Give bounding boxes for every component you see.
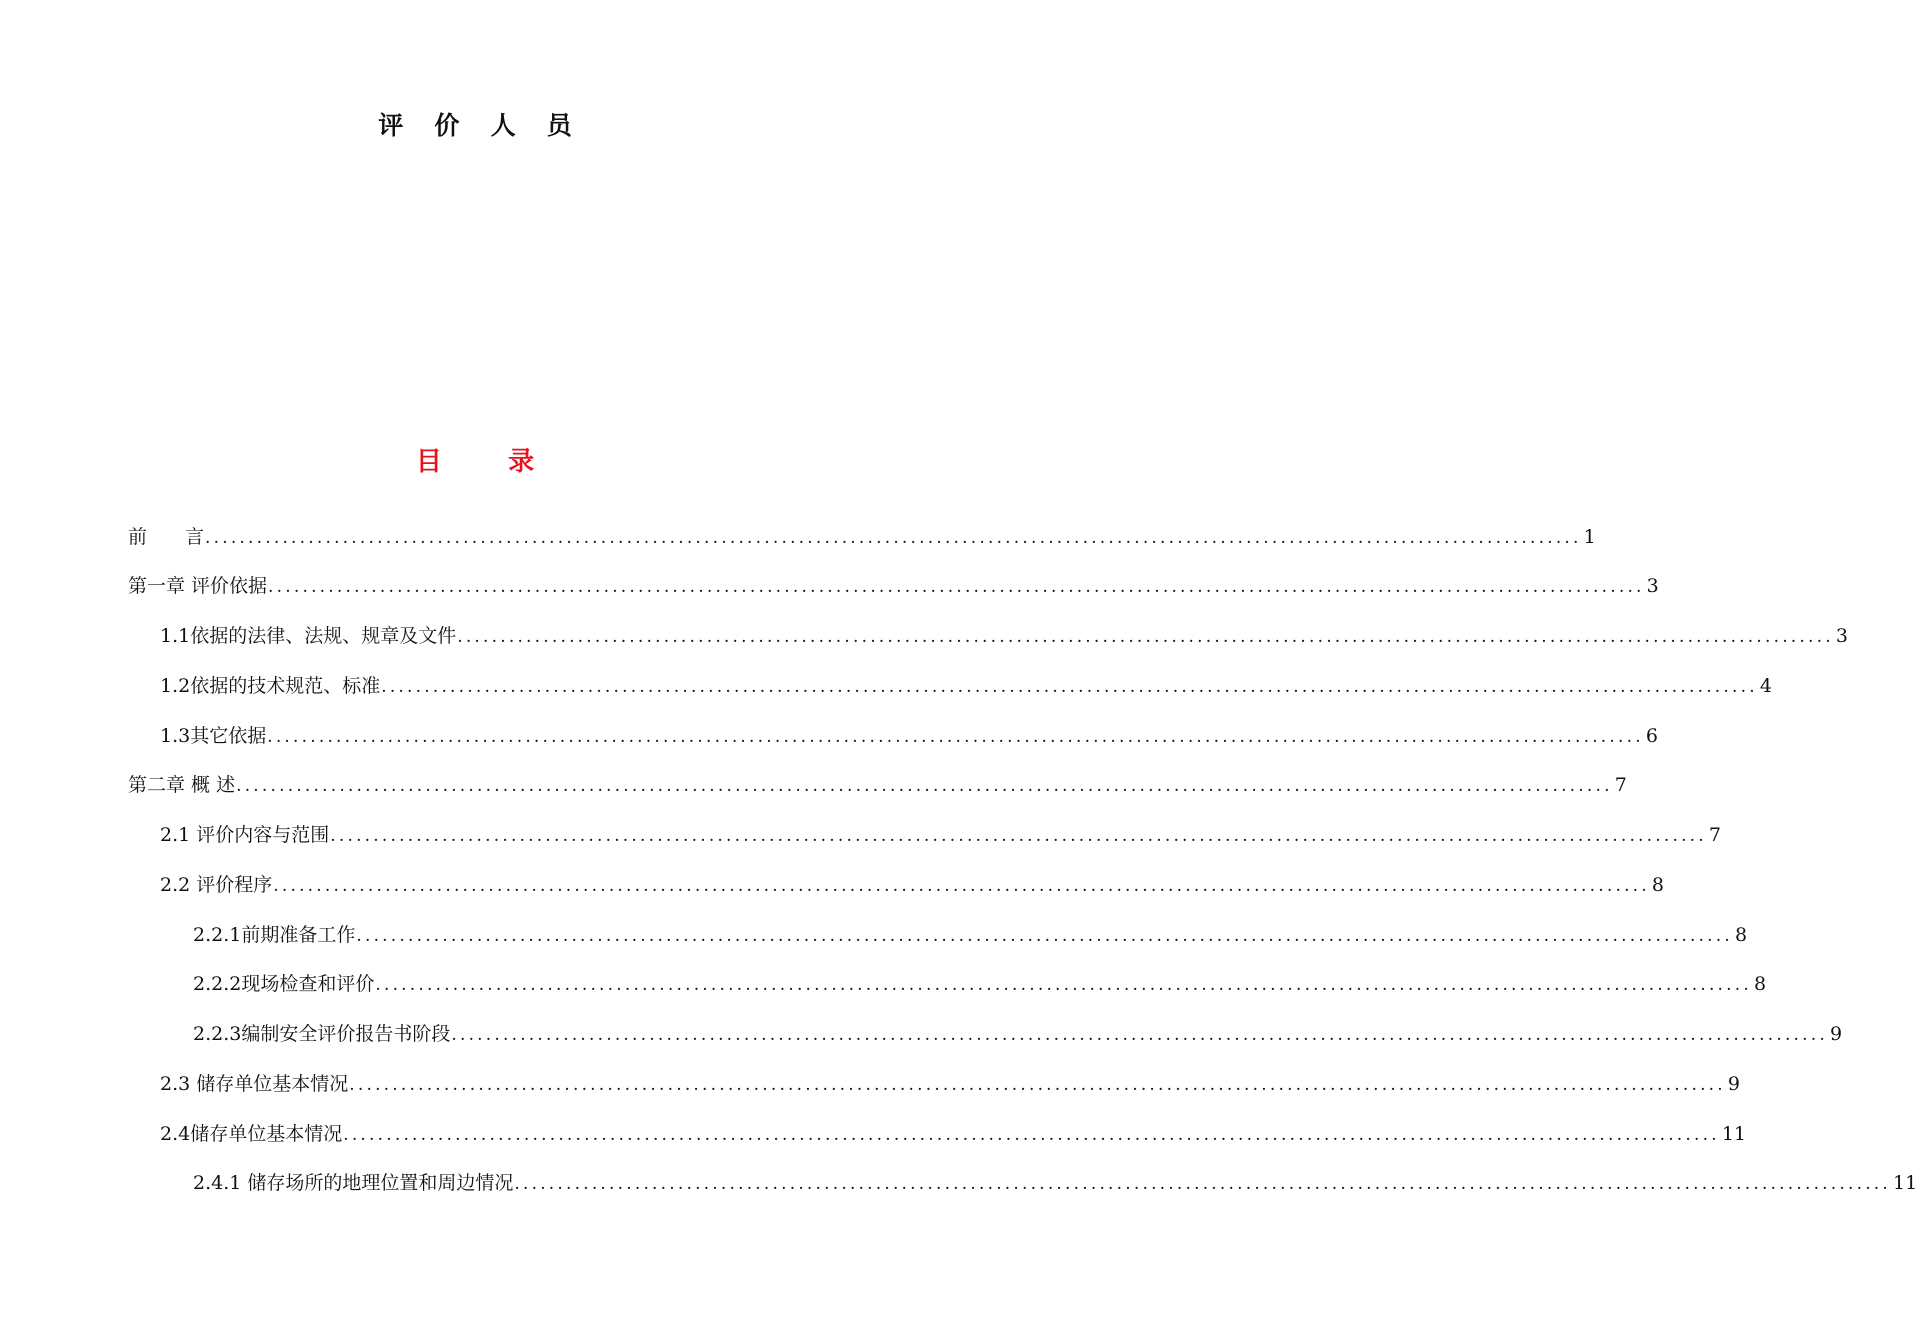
toc-entry-page: 1 [1583,526,1596,548]
toc-entry-label: 1.3其它依据 [160,725,267,747]
dot-leader: ................................................................................................................................................................ [236,776,1613,796]
dot-leader: ................................................................................................................................................................ [330,826,1707,846]
dot-leader: ................................................................................................................................................................ [375,975,1752,995]
toc-entry-label: 第二章 概 述 [128,774,236,796]
toc-entry-page: 9 [1829,1023,1843,1045]
toc-entry-label: 前 言 [128,526,205,548]
toc-entry-page: 7 [1614,774,1627,796]
toc-entry-page: 8 [1651,874,1664,896]
toc-entry-section-2-3[interactable] [160,1069,1740,1099]
toc-entry-page: 6 [1645,725,1658,747]
dot-leader: ................................................................................................................................................................ [451,1025,1828,1045]
toc-entry-section-1-1[interactable] [160,621,1848,651]
toc-entry-label: 2.4储存单位基本情况 [160,1123,343,1145]
dot-leader: ................................................................................................................................................................ [514,1174,1891,1194]
dot-leader: ................................................................................................................................................................ [356,926,1733,946]
toc-entry-label: 第一章 评价依据 [128,575,268,597]
toc-entry-section-2-2-3[interactable] [193,1019,1843,1049]
toc-entry-section-2-2-1[interactable] [193,920,1748,950]
toc-entry-label: 2.4.1 储存场所的地理位置和周边情况 [193,1172,514,1194]
toc-entry-page: 7 [1708,824,1721,846]
toc-entry-label: 2.2.3编制安全评价报告书阶段 [193,1023,451,1045]
dot-leader: ................................................................................................................................................................ [343,1125,1720,1145]
toc-entry-section-1-3[interactable] [160,721,1658,751]
toc-entry-chapter-2[interactable] [128,770,1627,800]
dot-leader: ................................................................................................................................................................ [273,876,1650,896]
toc-entry-section-2-4-1[interactable] [193,1168,1917,1198]
toc-entry-label: 2.2 评价程序 [160,874,273,896]
toc-title: 目 录 [415,447,563,477]
page-title: 评 价 人 员 [378,111,584,140]
toc-entry-section-2-2-2[interactable] [193,969,1767,999]
toc-entry-section-2-1[interactable] [160,820,1721,850]
toc-entry-preface[interactable] [128,522,1596,552]
toc-entry-page: 9 [1727,1073,1740,1095]
toc-entry-label: 2.2.2现场检查和评价 [193,973,375,995]
dot-leader: ................................................................................................................................................................ [381,677,1758,697]
toc-entry-page: 4 [1759,675,1772,697]
dot-leader: ................................................................................................................................................................ [268,577,1645,597]
toc-entry-section-2-4[interactable] [160,1119,1747,1149]
toc-entry-page: 3 [1646,575,1659,597]
toc-entry-page: 8 [1753,973,1767,995]
dot-leader: ................................................................................................................................................................ [457,627,1834,647]
toc-entry-chapter-1[interactable] [128,571,1659,601]
dot-leader: ................................................................................................................................................................ [205,528,1582,548]
toc-entry-label: 1.1依据的法律、法规、规章及文件 [160,625,457,647]
toc-entry-page: 11 [1893,1172,1917,1194]
toc-entry-label: 2.1 评价内容与范围 [160,824,330,846]
toc-entry-page: 3 [1835,625,1848,647]
toc-entry-label: 1.2依据的技术规范、标准 [160,675,381,697]
toc-entry-page: 11 [1721,1123,1747,1145]
toc-entry-label: 2.2.1前期准备工作 [193,924,356,946]
dot-leader: ................................................................................................................................................................ [349,1075,1726,1095]
toc-entry-label: 2.3 储存单位基本情况 [160,1073,349,1095]
toc-entry-page: 8 [1734,924,1748,946]
dot-leader: ................................................................................................................................................................ [267,727,1644,747]
toc-entry-section-1-2[interactable] [160,671,1772,701]
toc-entry-section-2-2[interactable] [160,870,1664,900]
